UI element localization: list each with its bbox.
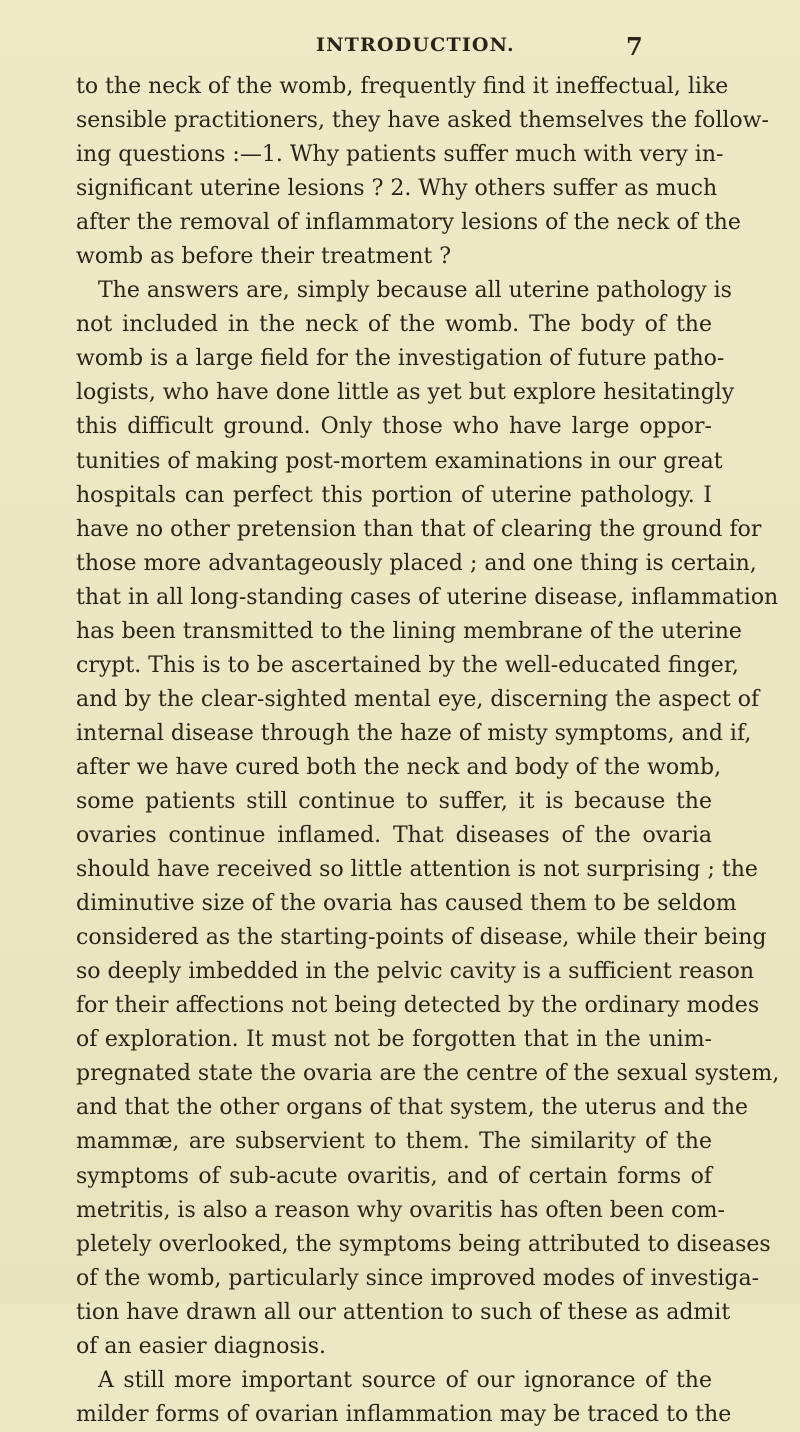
text-line: some patients still continue to suffer, it is because the xyxy=(76,788,712,814)
text-line: womb as before their treatment ? xyxy=(76,244,452,270)
paragraph-start-line: A still more important source of our ignorance of the xyxy=(98,1367,712,1393)
text-line: of the womb, particularly since improved modes of investiga- xyxy=(76,1265,760,1291)
text-line: pletely overlooked, the symptoms being attributed to diseases xyxy=(76,1231,771,1257)
text-line: considered as the starting-points of disease, while their being xyxy=(76,925,767,951)
text-line: internal disease through the haze of misty symptoms, and if, xyxy=(76,720,752,746)
text-line: and by the clear-sighted mental eye, discerning the aspect of xyxy=(76,686,760,712)
text-line: sensible practitioners, they have asked themselves the follow- xyxy=(76,108,769,134)
text-line: pregnated state the ovaria are the centre of the sexual system, xyxy=(76,1061,780,1087)
text-line: for their affections not being detected by the ordinary modes xyxy=(76,993,760,1019)
text-line: hospitals can perfect this portion of uterine pathology. I xyxy=(76,482,712,508)
text-line: ing questions :—1. Why patients suffer much with very in- xyxy=(76,142,724,168)
text-line: womb is a large field for the investigation of future patho- xyxy=(76,346,725,372)
text-line: of an easier diagnosis. xyxy=(76,1333,326,1359)
text-line: crypt. This is to be ascertained by the well-educated finger, xyxy=(76,652,739,678)
body-text xyxy=(76,70,780,1432)
text-line: so deeply imbedded in the pelvic cavity is a sufficient reason xyxy=(76,959,755,985)
text-line: tion have drawn all our attention to such of these as admit xyxy=(76,1299,731,1325)
paragraph-start-line: The answers are, simply because all uterine pathology is xyxy=(98,278,732,304)
text-line: after the removal of inflammatory lesions of the neck of the xyxy=(76,210,741,236)
text-line: significant uterine lesions ? 2. Why others suffer as much xyxy=(76,176,718,202)
text-line: has been transmitted to the lining membrane of the uterine xyxy=(76,618,742,644)
text-line: diminutive size of the ovaria has caused them to be seldom xyxy=(76,891,737,917)
text-line: after we have cured both the neck and body of the womb, xyxy=(76,754,722,780)
text-line: metritis, is also a reason why ovaritis has often been com- xyxy=(76,1197,725,1223)
text-line: ovaries continue inflamed. That diseases of the ovaria xyxy=(76,823,712,849)
text-line: not included in the neck of the womb. The body of the xyxy=(76,312,712,338)
text-line: mammæ, are subservient to them. The similarity of the xyxy=(76,1129,712,1155)
text-line: logists, who have done little as yet but explore hesitatingly xyxy=(76,380,735,406)
text-line: those more advantageously placed ; and one thing is certain, xyxy=(76,550,757,576)
text-line: tunities of making post-mortem examinations in our great xyxy=(76,448,723,474)
text-line: should have received so little attention is not surprising ; the xyxy=(76,857,758,883)
page-number: 7 xyxy=(626,32,643,61)
text-line: milder forms of ovarian inflammation may be traced to the xyxy=(76,1401,732,1427)
text-line: this difficult ground. Only those who have large oppor- xyxy=(76,414,712,440)
text-line: symptoms of sub-acute ovaritis, and of certain forms of xyxy=(76,1163,712,1189)
running-title: INTRODUCTION. xyxy=(316,34,515,56)
text-line: that in all long-standing cases of uterine disease, inflammation xyxy=(76,584,779,610)
text-line: have no other pretension than that of clearing the ground for xyxy=(76,516,762,542)
text-line: and that the other organs of that system, the uterus and the xyxy=(76,1095,749,1121)
text-line: to the neck of the womb, frequently find it ineffectual, like xyxy=(76,74,729,99)
running-head xyxy=(0,34,800,64)
text-line: of exploration. It must not be forgotten that in the unim- xyxy=(76,1027,712,1053)
